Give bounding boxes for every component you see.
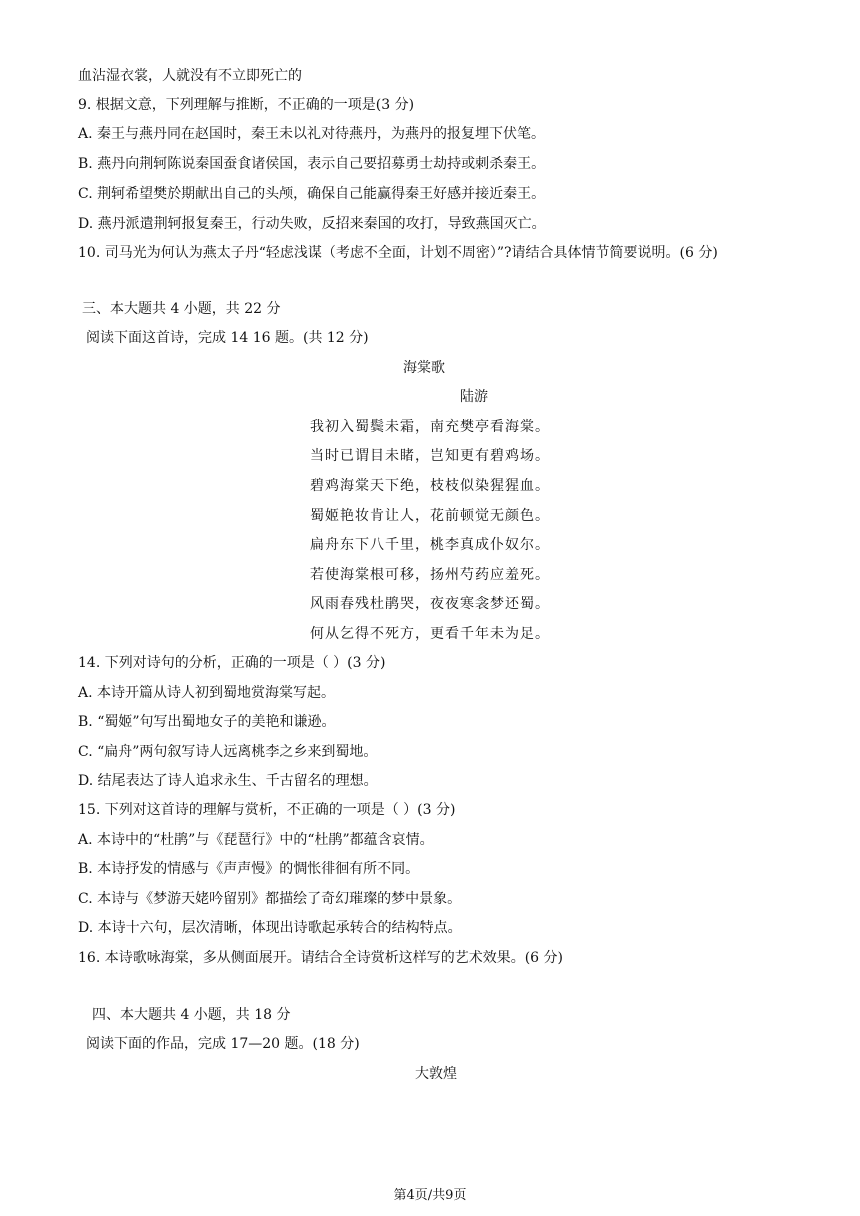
option-a: A. 本诗中的“杜鹃”与《琵琶行》中的“杜鹃”都蕴含哀情。 <box>78 832 434 848</box>
text-line: 血沾湿衣裳，人就没有不立即死亡的 <box>78 68 302 84</box>
section-3-intro: 阅读下面这首诗，完成 14 16 题。(共 12 分) <box>86 330 369 346</box>
question-10: 10. 司马光为何认为燕太子丹“轻虑浅谋（考虑不全面，计划不周密）”?请结合具体情节简要说明。(6 分) <box>78 245 718 261</box>
question-9: 9. 根据文意，下列理解与推断，不正确的一项是(3 分) <box>78 97 415 113</box>
poem-line: 蜀姬艳妆肯让人，花前顿觉无颜色。 <box>310 508 550 524</box>
option-c: C. “扁舟”两句叙写诗人远离桃李之乡来到蜀地。 <box>78 744 378 760</box>
essay-title: 大敦煌 <box>415 1066 457 1082</box>
option-d: D. 本诗十六句，层次清晰，体现出诗歌起承转合的结构特点。 <box>78 920 462 936</box>
poem-line: 扁舟东下八千里，桃李真成仆奴尔。 <box>310 537 550 553</box>
option-b: B. 本诗抒发的情感与《声声慢》的惆怅徘徊有所不同。 <box>78 861 420 877</box>
option-c: C. 本诗与《梦游天姥吟留别》都描绘了奇幻璀璨的梦中景象。 <box>78 891 462 907</box>
page-number: 第4页/共9页 <box>393 1188 467 1203</box>
question-16: 16. 本诗歌咏海棠，多从侧面展开。请结合全诗赏析这样写的艺术效果。(6 分) <box>78 950 563 966</box>
poem-line: 何从乞得不死方，更看千年未为足。 <box>310 626 550 642</box>
option-c: C. 荆轲希望樊於期献出自己的头颅，确保自己能赢得秦王好感并接近秦王。 <box>78 186 546 202</box>
option-d: D. 结尾表达了诗人追求永生、千古留名的理想。 <box>78 773 378 789</box>
poem-line: 风雨春残杜鹃哭，夜夜寒衾梦还蜀。 <box>310 596 550 612</box>
poem-line: 我初入蜀鬓未霜，南充樊亭看海棠。 <box>310 419 550 435</box>
option-a: A. 秦王与燕丹同在赵国时，秦王未以礼对待燕丹，为燕丹的报复埋下伏笔。 <box>78 126 546 142</box>
option-b: B. “蜀姬”句写出蜀地女子的美艳和谦逊。 <box>78 714 336 730</box>
poem-line: 当时已谓目未睹，岂知更有碧鸡场。 <box>310 448 550 464</box>
poem-line: 碧鸡海棠天下绝，枝枝似染猩猩血。 <box>310 478 550 494</box>
poem-author: 陆游 <box>460 389 488 405</box>
option-d: D. 燕丹派遣荆轲报复秦王，行动失败，反招来秦国的攻打，导致燕国灭亡。 <box>78 216 546 232</box>
question-15: 15. 下列对这首诗的理解与赏析，不正确的一项是（ ）(3 分) <box>78 802 456 818</box>
question-14: 14. 下列对诗句的分析，正确的一项是（ ）(3 分) <box>78 655 386 671</box>
poem-line: 若使海棠根可移，扬州芍药应羞死。 <box>310 567 550 583</box>
section-4-intro: 阅读下面的作品，完成 17—20 题。(18 分) <box>86 1036 360 1052</box>
section-4-heading: 四、本大题共 4 小题，共 18 分 <box>92 1007 291 1023</box>
option-b: B. 燕丹向荆轲陈说秦国蚕食诸侯国，表示自己要招募勇士劫持或刺杀秦王。 <box>78 156 546 172</box>
section-3-heading: 三、本大题共 4 小题，共 22 分 <box>82 301 281 317</box>
option-a: A. 本诗开篇从诗人初到蜀地赏海棠写起。 <box>78 685 336 701</box>
poem-title: 海棠歌 <box>403 360 445 376</box>
